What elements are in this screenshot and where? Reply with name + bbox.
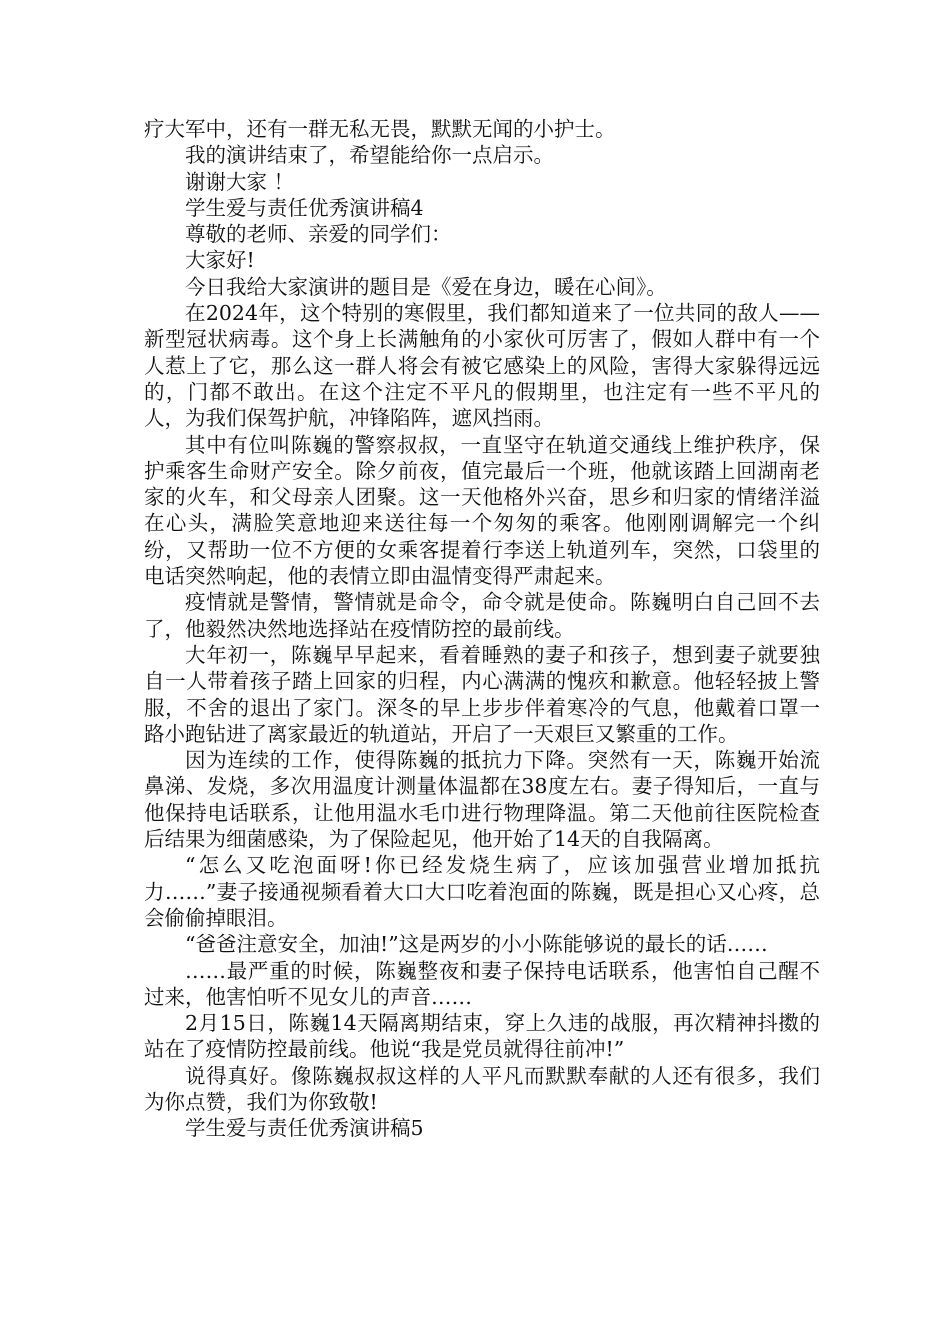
paragraph-body: ……最严重的时候，陈巍整夜和妻子保持电话联系，他害怕自己醒不过来，他害怕听不见女儿的声音…… [144,958,820,1009]
paragraph-body: 其中有位叫陈巍的警察叔叔，一直坚守在轨道交通线上维护秩序，保护乘客生命财产安全。除夕前夜，值完最后一个班，他就该踏上回湖南老家的火车，和父母亲人团聚。这一天他格外兴奋，思乡和归家的情绪洋溢在心头，满脸笑意地迎来送往每一个匆匆的乘客。他刚刚调解完一个纠纷，又帮助一位不方便的女乘客提着行李送上轨道列车，突然，口袋里的电话突然响起，他的表情立即由温情变得严肃起来。 [144,432,820,589]
paragraph-salutation: 尊敬的老师、亲爱的同学们： [185,222,452,247]
section-title-speech-5: 学生爱与责任优秀演讲稿5 [185,1116,424,1141]
paragraph-greeting: 大家好! [185,248,255,273]
paragraph-continuation: 疗大军中，还有一群无私无畏，默默无闻的小护士。 [144,117,616,141]
paragraph-body: 说得真好。像陈巍叔叔这样的人平凡而默默奉献的人还有很多，我们为你点赞，我们为你致敬! [144,1063,820,1114]
paragraph-quote: “怎么又吃泡面呀!你已经发烧生病了，应该加强营业增加抵抗力……”妻子接通视频看着大口大口吃着泡面的陈巍，既是担心又心疼，总会偷偷掉眼泪。 [144,853,820,930]
paragraph-body: 大年初一，陈巍早早起来，看着睡熟的妻子和孩子，想到妻子就要独自一人带着孩子踏上回家的归程，内心满满的愧疚和歉意。他轻轻披上警服，不舍的退出了家门。深冬的早上步步伴着寒冷的气息，他戴着口罩一路小跑钻进了离家最近的轨道站，开启了一天艰巨又繁重的工作。 [144,642,820,746]
paragraph-body: 疫情就是警情，警情就是命令，命令就是使命。陈巍明白自己回不去了，他毅然决然地选择站在疫情防控的最前线。 [144,590,820,641]
document-page [144,116,820,1142]
paragraph-quote: “爸爸注意安全，加油!”这是两岁的小小陈能够说的最长的话…… [185,932,768,957]
paragraph-body: 因为连续的工作，使得陈巍的抵抗力下降。突然有一天，陈巍开始流鼻涕、发烧，多次用温度计测量体温都在38度左右。妻子得知后，一直与他保持电话联系，让他用温水毛巾进行物理降温。第二天他前往医院检查后结果为细菌感染，为了保险起见，他开始了14天的自我隔离。 [144,748,820,852]
paragraph-thanks: 谢谢大家 ！ [185,169,295,194]
paragraph-closing: 我的演讲结束了，希望能给你一点启示。 [185,143,554,168]
section-title-speech-4: 学生爱与责任优秀演讲稿4 [185,195,424,220]
paragraph-body: 在2024年，这个特别的寒假里，我们都知道来了一位共同的敌人——新型冠状病毒。这个身上长满触角的小家伙可厉害了，假如人群中有一个人惹上了它，那么这一群人将会有被它感染上的风险，害得大家躲得远远的，门都不敢出。在这个注定不平凡的假期里，也注定有一些不平凡的人，为我们保驾护航，冲锋陷阵，遮风挡雨。 [144,301,820,431]
paragraph-body: 2月15日，陈巍14天隔离期结束，穿上久违的战服，再次精神抖擞的站在了疫情防控最前线。他说“我是党员就得往前冲!” [144,1011,820,1062]
paragraph-topic: 今日我给大家演讲的题目是《爱在身边，暖在心间》。 [185,274,667,299]
